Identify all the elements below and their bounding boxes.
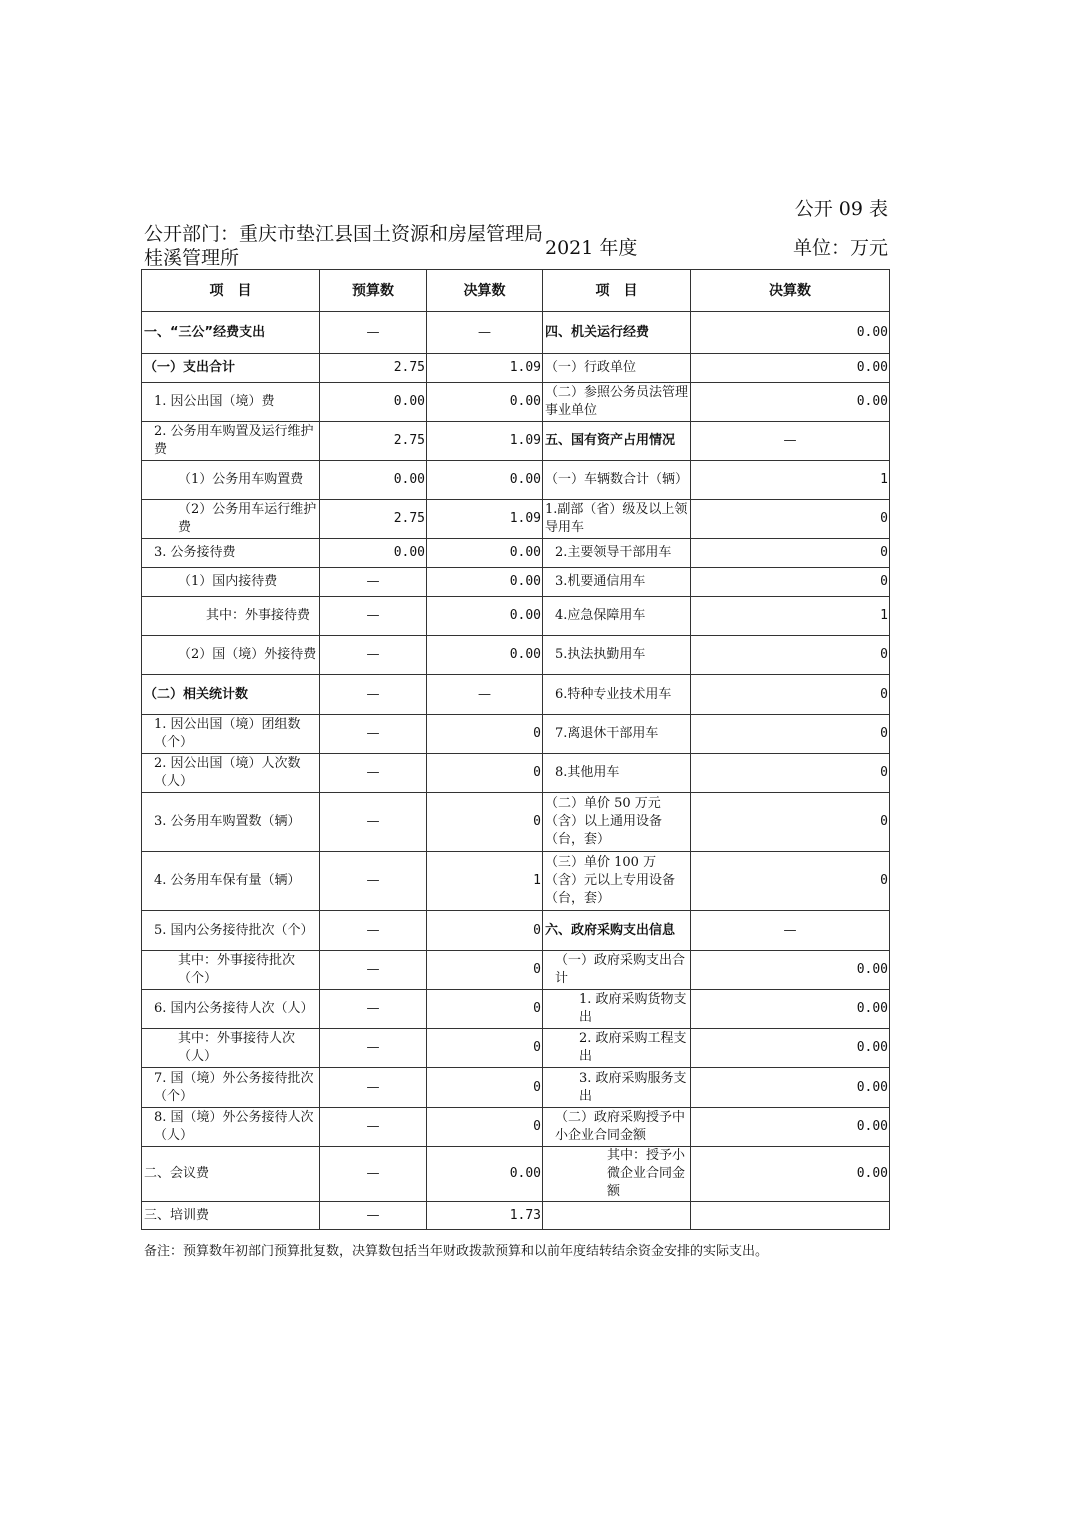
actual-value: 0: [427, 911, 543, 951]
budget-value: —: [320, 636, 427, 675]
actual-value: 0.00: [427, 383, 543, 422]
table-row: [142, 675, 890, 715]
actual-value: 1: [427, 852, 543, 911]
actual-value: 1.09: [427, 354, 543, 383]
left-item-label: （一）支出合计: [142, 354, 320, 383]
left-item-label: 1. 因公出国（境）团组数（个）: [142, 715, 320, 754]
actual-value: 0: [427, 1029, 543, 1068]
right-actual-value: 0: [691, 852, 890, 911]
header-actual-left: 决算数: [427, 270, 543, 312]
department-name: 公开部门：重庆市垫江县国土资源和房屋管理局桂溪管理所: [144, 223, 544, 269]
header-item-left: 项 目: [142, 270, 320, 312]
table-row: [142, 383, 890, 422]
right-actual-value: 0.00: [691, 1108, 890, 1147]
budget-value: —: [320, 951, 427, 990]
right-item-label: [543, 1202, 691, 1230]
right-item-label: 五、国有资产占用情况: [543, 422, 691, 461]
budget-value: 2.75: [320, 422, 427, 461]
left-item-label: 一、“三公”经费支出: [142, 312, 320, 354]
table-row: [142, 911, 890, 951]
budget-value: —: [320, 1147, 427, 1202]
right-actual-value: 0: [691, 675, 890, 715]
budget-value: —: [320, 1068, 427, 1108]
budget-value: —: [320, 1202, 427, 1230]
fiscal-year: 2021 年度: [545, 237, 638, 259]
left-item-label: 6. 国内公务接待人次（人）: [142, 990, 320, 1029]
actual-value: —: [427, 312, 543, 354]
actual-value: —: [427, 675, 543, 715]
left-item-label: 其中：外事接待人次（人）: [142, 1029, 320, 1068]
table-row: [142, 951, 890, 990]
left-item-label: 二、会议费: [142, 1147, 320, 1202]
table-row: [142, 597, 890, 636]
left-item-label: 4. 公务用车保有量（辆）: [142, 852, 320, 911]
right-actual-value: 1: [691, 461, 890, 500]
actual-value: 0: [427, 1108, 543, 1147]
budget-value: —: [320, 1029, 427, 1068]
right-item-label: （一）政府采购支出合计: [543, 951, 691, 990]
table-row: [142, 539, 890, 568]
budget-value: 2.75: [320, 354, 427, 383]
budget-value: —: [320, 568, 427, 597]
table-row: [142, 422, 890, 461]
right-item-label: 3.机要通信用车: [543, 568, 691, 597]
right-actual-value: 0: [691, 568, 890, 597]
right-actual-value: —: [691, 422, 890, 461]
budget-value: —: [320, 990, 427, 1029]
left-item-label: 3. 公务用车购置数（辆）: [142, 793, 320, 852]
right-actual-value: —: [691, 911, 890, 951]
right-item-label: 2. 政府采购工程支出: [543, 1029, 691, 1068]
right-actual-value: 0.00: [691, 1147, 890, 1202]
right-actual-value: 0.00: [691, 990, 890, 1029]
unit-label: 单位：万元: [792, 237, 888, 259]
right-actual-value: 0: [691, 754, 890, 793]
three-public-expenses-table: [141, 269, 890, 1230]
actual-value: 0.00: [427, 597, 543, 636]
left-item-label: （2）国（境）外接待费: [142, 636, 320, 675]
actual-value: 0.00: [427, 461, 543, 500]
table-row: [142, 754, 890, 793]
table-number: 公开 09 表: [794, 198, 888, 220]
right-item-label: （三）单价 100 万（含）元以上专用设备（台，套）: [543, 852, 691, 911]
right-item-label: 四、机关运行经费: [543, 312, 691, 354]
budget-value: —: [320, 312, 427, 354]
table-row: [142, 715, 890, 754]
budget-value: —: [320, 1108, 427, 1147]
left-item-label: （1）国内接待费: [142, 568, 320, 597]
actual-value: 0.00: [427, 539, 543, 568]
right-item-label: 2.主要领导干部用车: [543, 539, 691, 568]
table-header-row: [142, 270, 890, 312]
footnote: 备注：预算数年初部门预算批复数，决算数包括当年财政拨款预算和以前年度结转结余资金安排的实际支出。: [144, 1244, 769, 1259]
actual-value: 0.00: [427, 568, 543, 597]
table-row: [142, 990, 890, 1029]
actual-value: 1.09: [427, 422, 543, 461]
budget-value: —: [320, 715, 427, 754]
right-item-label: 六、政府采购支出信息: [543, 911, 691, 951]
left-item-label: 2. 因公出国（境）人次数（人）: [142, 754, 320, 793]
header-item-right: 项 目: [543, 270, 691, 312]
actual-value: 0: [427, 793, 543, 852]
left-item-label: 其中：外事接待批次（个）: [142, 951, 320, 990]
actual-value: 0: [427, 951, 543, 990]
right-actual-value: 0.00: [691, 951, 890, 990]
left-item-label: 其中：外事接待费: [142, 597, 320, 636]
left-item-label: （2）公务用车运行维护费: [142, 500, 320, 539]
right-actual-value: 0: [691, 715, 890, 754]
table-row: [142, 1068, 890, 1108]
actual-value: 1.73: [427, 1202, 543, 1230]
budget-value: 2.75: [320, 500, 427, 539]
actual-value: 0: [427, 990, 543, 1029]
left-item-label: 3. 公务接待费: [142, 539, 320, 568]
budget-value: —: [320, 754, 427, 793]
table-row: [142, 636, 890, 675]
right-item-label: 4.应急保障用车: [543, 597, 691, 636]
right-actual-value: 0: [691, 539, 890, 568]
right-actual-value: 0: [691, 793, 890, 852]
right-item-label: 1.副部（省）级及以上领导用车: [543, 500, 691, 539]
header-budget: 预算数: [320, 270, 427, 312]
right-item-label: 8.其他用车: [543, 754, 691, 793]
actual-value: 0: [427, 1068, 543, 1108]
table-row: [142, 500, 890, 539]
right-actual-value: 0.00: [691, 312, 890, 354]
budget-value: 0.00: [320, 539, 427, 568]
left-item-label: 1. 因公出国（境）费: [142, 383, 320, 422]
right-actual-value: 1: [691, 597, 890, 636]
right-actual-value: [691, 1202, 890, 1230]
table-row: [142, 1147, 890, 1202]
left-item-label: 5. 国内公务接待批次（个）: [142, 911, 320, 951]
budget-value: 0.00: [320, 383, 427, 422]
right-item-label: 6.特种专业技术用车: [543, 675, 691, 715]
right-item-label: （一）行政单位: [543, 354, 691, 383]
left-item-label: 2. 公务用车购置及运行维护费: [142, 422, 320, 461]
right-item-label: （二）单价 50 万元（含）以上通用设备（台，套）: [543, 793, 691, 852]
table-row: [142, 568, 890, 597]
left-item-label: 7. 国（境）外公务接待批次（个）: [142, 1068, 320, 1108]
table-row: [142, 1202, 890, 1230]
right-item-label: 其中：授予小微企业合同金额: [543, 1147, 691, 1202]
left-item-label: （1）公务用车购置费: [142, 461, 320, 500]
right-actual-value: 0.00: [691, 354, 890, 383]
actual-value: 0: [427, 715, 543, 754]
table-row: [142, 354, 890, 383]
left-item-label: 三、培训费: [142, 1202, 320, 1230]
right-item-label: 3. 政府采购服务支出: [543, 1068, 691, 1108]
right-item-label: 5.执法执勤用车: [543, 636, 691, 675]
actual-value: 0: [427, 754, 543, 793]
left-item-label: 8. 国（境）外公务接待人次（人）: [142, 1108, 320, 1147]
right-actual-value: 0.00: [691, 383, 890, 422]
right-actual-value: 0: [691, 636, 890, 675]
right-item-label: 1. 政府采购货物支出: [543, 990, 691, 1029]
right-actual-value: 0: [691, 500, 890, 539]
table-row: [142, 793, 890, 852]
right-item-label: 7.离退休干部用车: [543, 715, 691, 754]
actual-value: 1.09: [427, 500, 543, 539]
table-body: [142, 312, 890, 1230]
actual-value: 0.00: [427, 636, 543, 675]
budget-value: —: [320, 675, 427, 715]
budget-value: —: [320, 911, 427, 951]
header-actual-right: 决算数: [691, 270, 890, 312]
table-row: [142, 1108, 890, 1147]
budget-value: 0.00: [320, 461, 427, 500]
budget-value: —: [320, 793, 427, 852]
right-actual-value: 0.00: [691, 1068, 890, 1108]
right-item-label: （一）车辆数合计（辆）: [543, 461, 691, 500]
budget-value: —: [320, 597, 427, 636]
left-item-label: （二）相关统计数: [142, 675, 320, 715]
table-row: [142, 312, 890, 354]
actual-value: 0.00: [427, 1147, 543, 1202]
right-item-label: （二）参照公务员法管理事业单位: [543, 383, 691, 422]
right-actual-value: 0.00: [691, 1029, 890, 1068]
table-row: [142, 1029, 890, 1068]
budget-value: —: [320, 852, 427, 911]
table-row: [142, 461, 890, 500]
right-item-label: （二）政府采购授予中小企业合同金额: [543, 1108, 691, 1147]
table-row: [142, 852, 890, 911]
